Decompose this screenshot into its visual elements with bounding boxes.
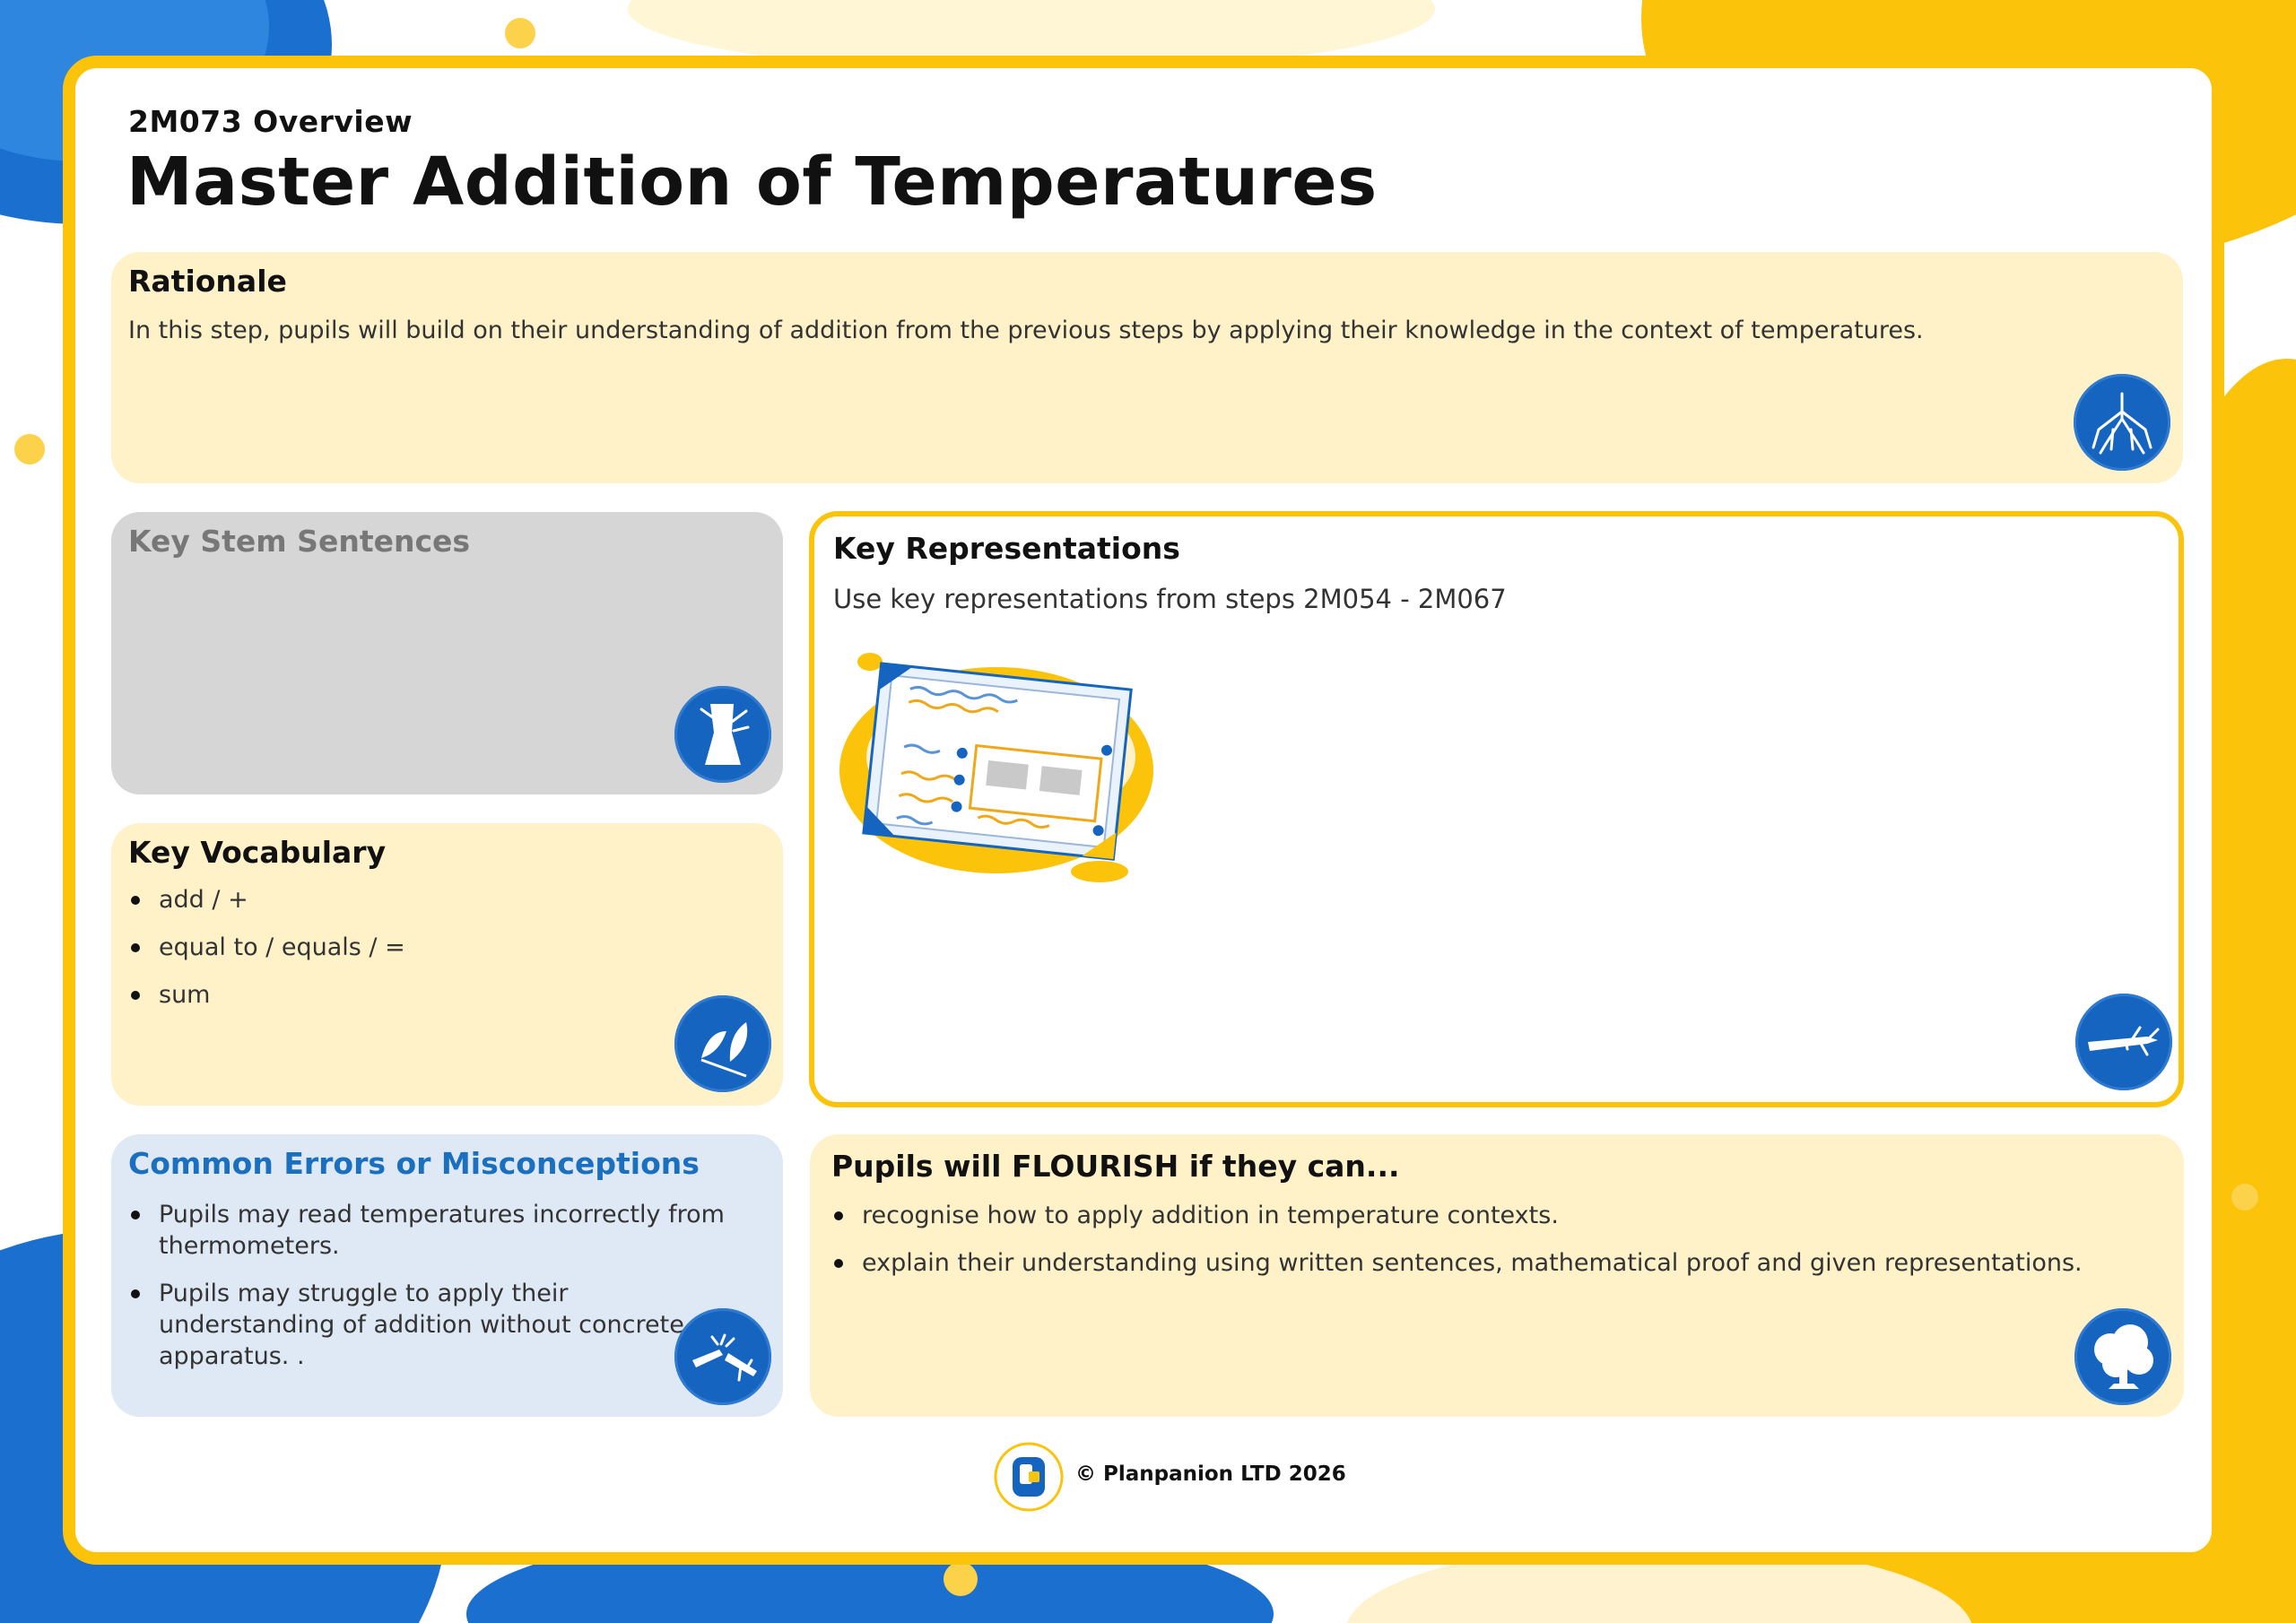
vocabulary-panel: [111, 823, 783, 1106]
representations-text: Use key representations from steps 2M054 - 2M067: [833, 584, 1507, 614]
copyright-text: © Planpanion LTD 2026: [1075, 1462, 1346, 1486]
leaves-icon: [674, 995, 771, 1092]
flourish-item: explain their understanding using written sentences, mathematical proof and given representations.: [831, 1247, 2087, 1279]
rationale-heading: Rationale: [128, 264, 287, 299]
vocabulary-item: add / +: [128, 884, 738, 916]
stem-sentences-heading: Key Stem Sentences: [128, 524, 471, 559]
representations-heading: Key Representations: [833, 531, 1180, 566]
vocabulary-list: [128, 884, 738, 1011]
trunk-icon: [674, 686, 771, 783]
flourish-item: recognise how to apply addition in temperature contexts.: [831, 1200, 2087, 1231]
tree-icon: [2074, 1308, 2171, 1405]
rationale-panel: [111, 252, 2183, 483]
broken-branch-icon: [674, 1308, 771, 1405]
misconceptions-list: [128, 1199, 738, 1372]
planpanion-logo: [993, 1441, 1065, 1513]
vocabulary-item: equal to / equals / =: [128, 932, 738, 963]
footer: [993, 1441, 1352, 1513]
rationale-text: In this step, pupils will build on their understanding of addition from the previous steps by applying their knowledge in the context of temperatures.: [128, 317, 1924, 344]
vocabulary-item: sum: [128, 979, 738, 1011]
misconception-item: Pupils may read temperatures incorrectly from thermometers.: [128, 1199, 738, 1262]
misconceptions-heading: Common Errors or Misconceptions: [128, 1146, 700, 1181]
representations-panel: [809, 511, 2184, 1107]
misconceptions-panel: [111, 1134, 783, 1417]
stem-sentences-panel: [111, 512, 783, 794]
roots-icon: [2074, 374, 2170, 471]
flourish-panel: [810, 1134, 2184, 1417]
overview-code: 2M073 Overview: [128, 104, 413, 139]
flourish-heading: Pupils will FLOURISH if they can...: [831, 1149, 1400, 1184]
page-title: Master Addition of Temperatures: [126, 143, 1378, 221]
worksheet-illustration: [831, 649, 1162, 891]
misconception-item: Pupils may struggle to apply their understanding of addition without concrete apparatus. .: [128, 1278, 738, 1372]
branch-icon: [2075, 994, 2172, 1090]
flourish-list: [831, 1200, 2087, 1279]
vocabulary-heading: Key Vocabulary: [128, 835, 387, 870]
